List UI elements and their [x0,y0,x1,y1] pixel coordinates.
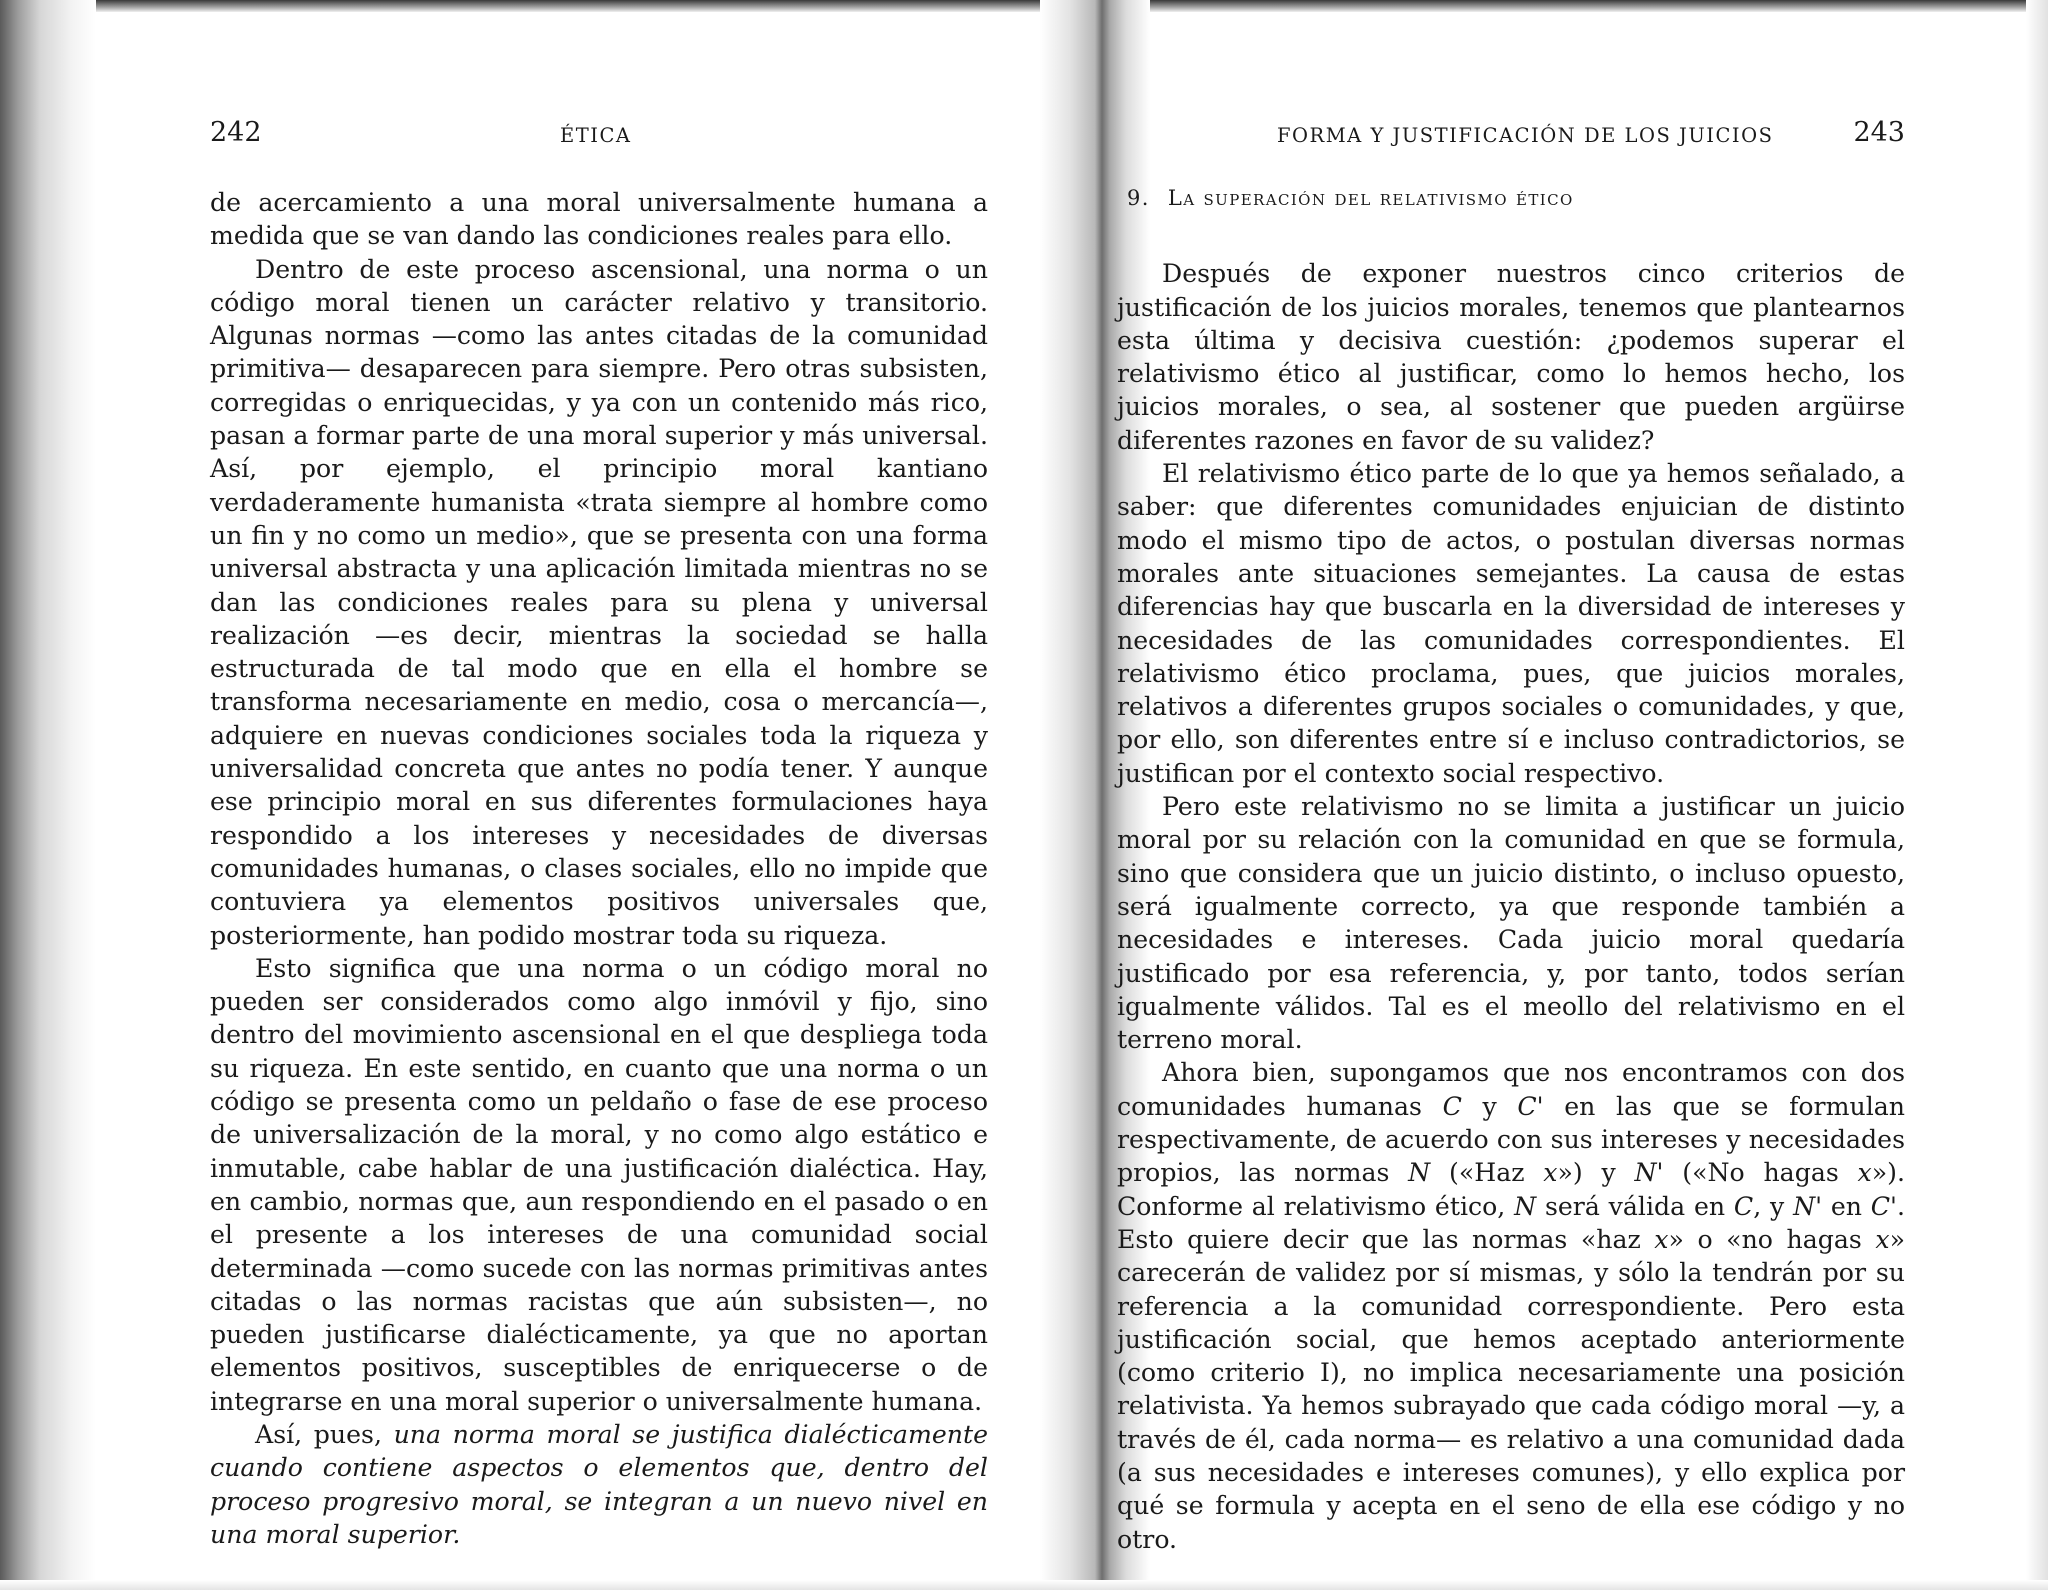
text-run: en [1822,1191,1871,1221]
left-running-head [210,116,988,152]
section-heading [1127,182,1905,215]
conclusion-lead: Así, pues, [255,1419,394,1449]
math-var: N [1408,1158,1431,1188]
paragraph-example [1117,1056,1905,1555]
text-run: y [1461,1091,1518,1121]
math-var: x [1875,1224,1890,1254]
math-var: C' [1870,1191,1897,1221]
running-head-title-left: ÉTICA [560,124,632,147]
paragraph: Dentro de este proceso ascensional, una norma o un código moral tienen un carácter relativo y transitorio. Algunas normas —como las antes citadas de la comunidad primitiva— desaparecen para siempre. Pero otras subsisten, corregidas o enriquecidas, y ya con un contenido más rico, pasan a formar parte de una moral superior y más universal. Así, por ejemplo, el principio moral kantiano verdaderamente humanista «trata siempre al hombre como un fin y no como un medio», que se presenta con una forma universal abstracta y una aplicación limitada mientras no se dan las condiciones reales para su plena y universal realización —es decir, mientras la sociedad se halla estructurada de tal modo que en ella el hombre se transforma necesariamente en medio, cosa o mercancía—, adquiere en nuevas condiciones sociales toda la riqueza y universalidad concreta que antes no podía tener. Y aunque ese principio moral en sus diferentes formulaciones haya respondido a los intereses y necesidades de diversas comunidades humanas, o clases sociales, ello no impide que contuviera ya elementos positivos universales que, posteriormente, han podido mostrar toda su riqueza. [210,254,988,950]
text-run: » o «no hagas [1668,1224,1876,1254]
running-head-title-right: FORMA Y JUSTIFICACIÓN DE LOS JUICIOS [1277,124,1774,147]
math-var: C [1733,1191,1754,1221]
left-page [210,116,988,1551]
paragraph: Después de exponer nuestros cinco criterios de justificación de los juicios morales, tenemos que plantearnos esta última y decisiva cuestión: ¿podemos superar el relativismo ético al justificar, como lo hemos hecho, los juicios morales, o sea, al sostener que pueden argüirse diferentes razones en favor de su validez? [1117,259,1905,455]
math-var: N' [1634,1158,1664,1188]
right-page-body [1117,182,1905,1556]
math-var: x [1543,1158,1558,1188]
page-number-right: 243 [1853,117,1905,148]
right-running-head [1117,116,1905,152]
right-page [1117,116,1905,1556]
math-var: C [1442,1091,1462,1121]
paragraph: El relativismo ético parte de lo que ya hemos señalado, a saber: que diferentes comunidades enjuician de distinto modo el mismo tipo de actos, o postulan diversas normas morales ante situaciones semejantes. La causa de estas diferencias hay que buscarla en la diversidad de intereses y necesidades de las comunidades correspondientes. El relativismo ético proclama, pues, que juicios morales, relativos a diferentes grupos sociales o comunidades, y que, por ello, son diferentes entre sí e incluso contradictorios, se justifican por el contexto social respectivo. [1117,459,1905,788]
math-var: N [1514,1191,1537,1221]
scan-right-edge [2026,0,2048,1590]
paragraph: de acercamiento a una moral universalmente humana a medida que se van dando las condiciones reales para ello. [210,188,988,251]
math-var: x [1857,1158,1872,1188]
text-run: »). Conforme al relativismo ético, [1117,1158,1905,1221]
text-run: ») y [1557,1158,1635,1188]
text-run: en las que se formulan respectivamente, de acuerdo con sus intereses y necesidades propios, las normas [1117,1091,1905,1188]
math-var: N' [1793,1191,1823,1221]
scan-left-edge [0,0,96,1590]
text-run: . Esto quiere decir que las normas «haz [1117,1191,1905,1254]
math-var: C' [1517,1091,1544,1121]
text-run: » carecerán de validez por sí mismas, y sólo la tendrán por su referencia a la comunidad correspondiente. Pero esta justificación social, que hemos aceptado anteriormente (como criterio I), no implica necesariamente una posición relativista. Ya hemos subrayado que cada código moral —y, a través de él, cada norma— es relativo a una comunidad dada (a sus necesidades e intereses comunes), y ello explica por qué se formula y acepta en el seno de ella ese código y no otro. [1117,1224,1905,1554]
section-title: La superación del relativismo ético [1167,186,1574,210]
text-run: («No hagas [1663,1158,1858,1188]
paragraph: Esto significa que una norma o un código moral no pueden ser considerados como algo inmóvil y fijo, sino dentro del movimiento ascensional en el que despliega toda su riqueza. En este sentido, en cuanto que una norma o un código se presenta como un peldaño o fase de ese proceso de universalización de la moral, y no como algo estático e inmutable, cabe hablar de una justificación dialéctica. Hay, en cambio, normas que, aun respondiendo en el pasado o en el presente a los intereses de una comunidad social determinada —como sucede con las normas primitivas antes citadas o las normas racistas que aún subsisten—, no pueden justificarse dialécticamente, ya que no aportan elementos positivos, susceptibles de enriquecerse o de integrarse en una moral superior o universalmente humana. [210,953,988,1416]
paragraph-conclusion [210,1418,988,1551]
conclusion-italic: una norma moral se justifica dialécticamente cuando contiene aspectos o elementos que, dentro del proceso progresivo moral, se integran a un nuevo nivel en una moral superior. [210,1419,988,1549]
scan-bottom-edge [0,1580,2048,1590]
paragraph: Pero este relativismo no se limita a justificar un juicio moral por su relación con la comunidad en que se formula, sino que considera que un juicio distinto, o incluso opuesto, será igualmente correcto, ya que responde también a necesidades e intereses. Cada juicio moral quedaría justificado por esa referencia, y, por tanto, todos serían igualmente válidos. Tal es el meollo del relativismo en el terreno moral. [1117,792,1905,1055]
section-number: 9. [1127,186,1150,210]
text-run: será válida en [1536,1191,1734,1221]
text-run: («Haz [1430,1158,1544,1188]
text-run: , y [1753,1191,1794,1221]
scan-top-edge [0,0,2048,12]
math-var: x [1654,1224,1669,1254]
page-number-left: 242 [210,117,262,148]
left-page-body [210,186,988,1551]
text-run: Ahora bien, supongamos que nos encontramos con dos comunidades humanas [1117,1058,1905,1121]
